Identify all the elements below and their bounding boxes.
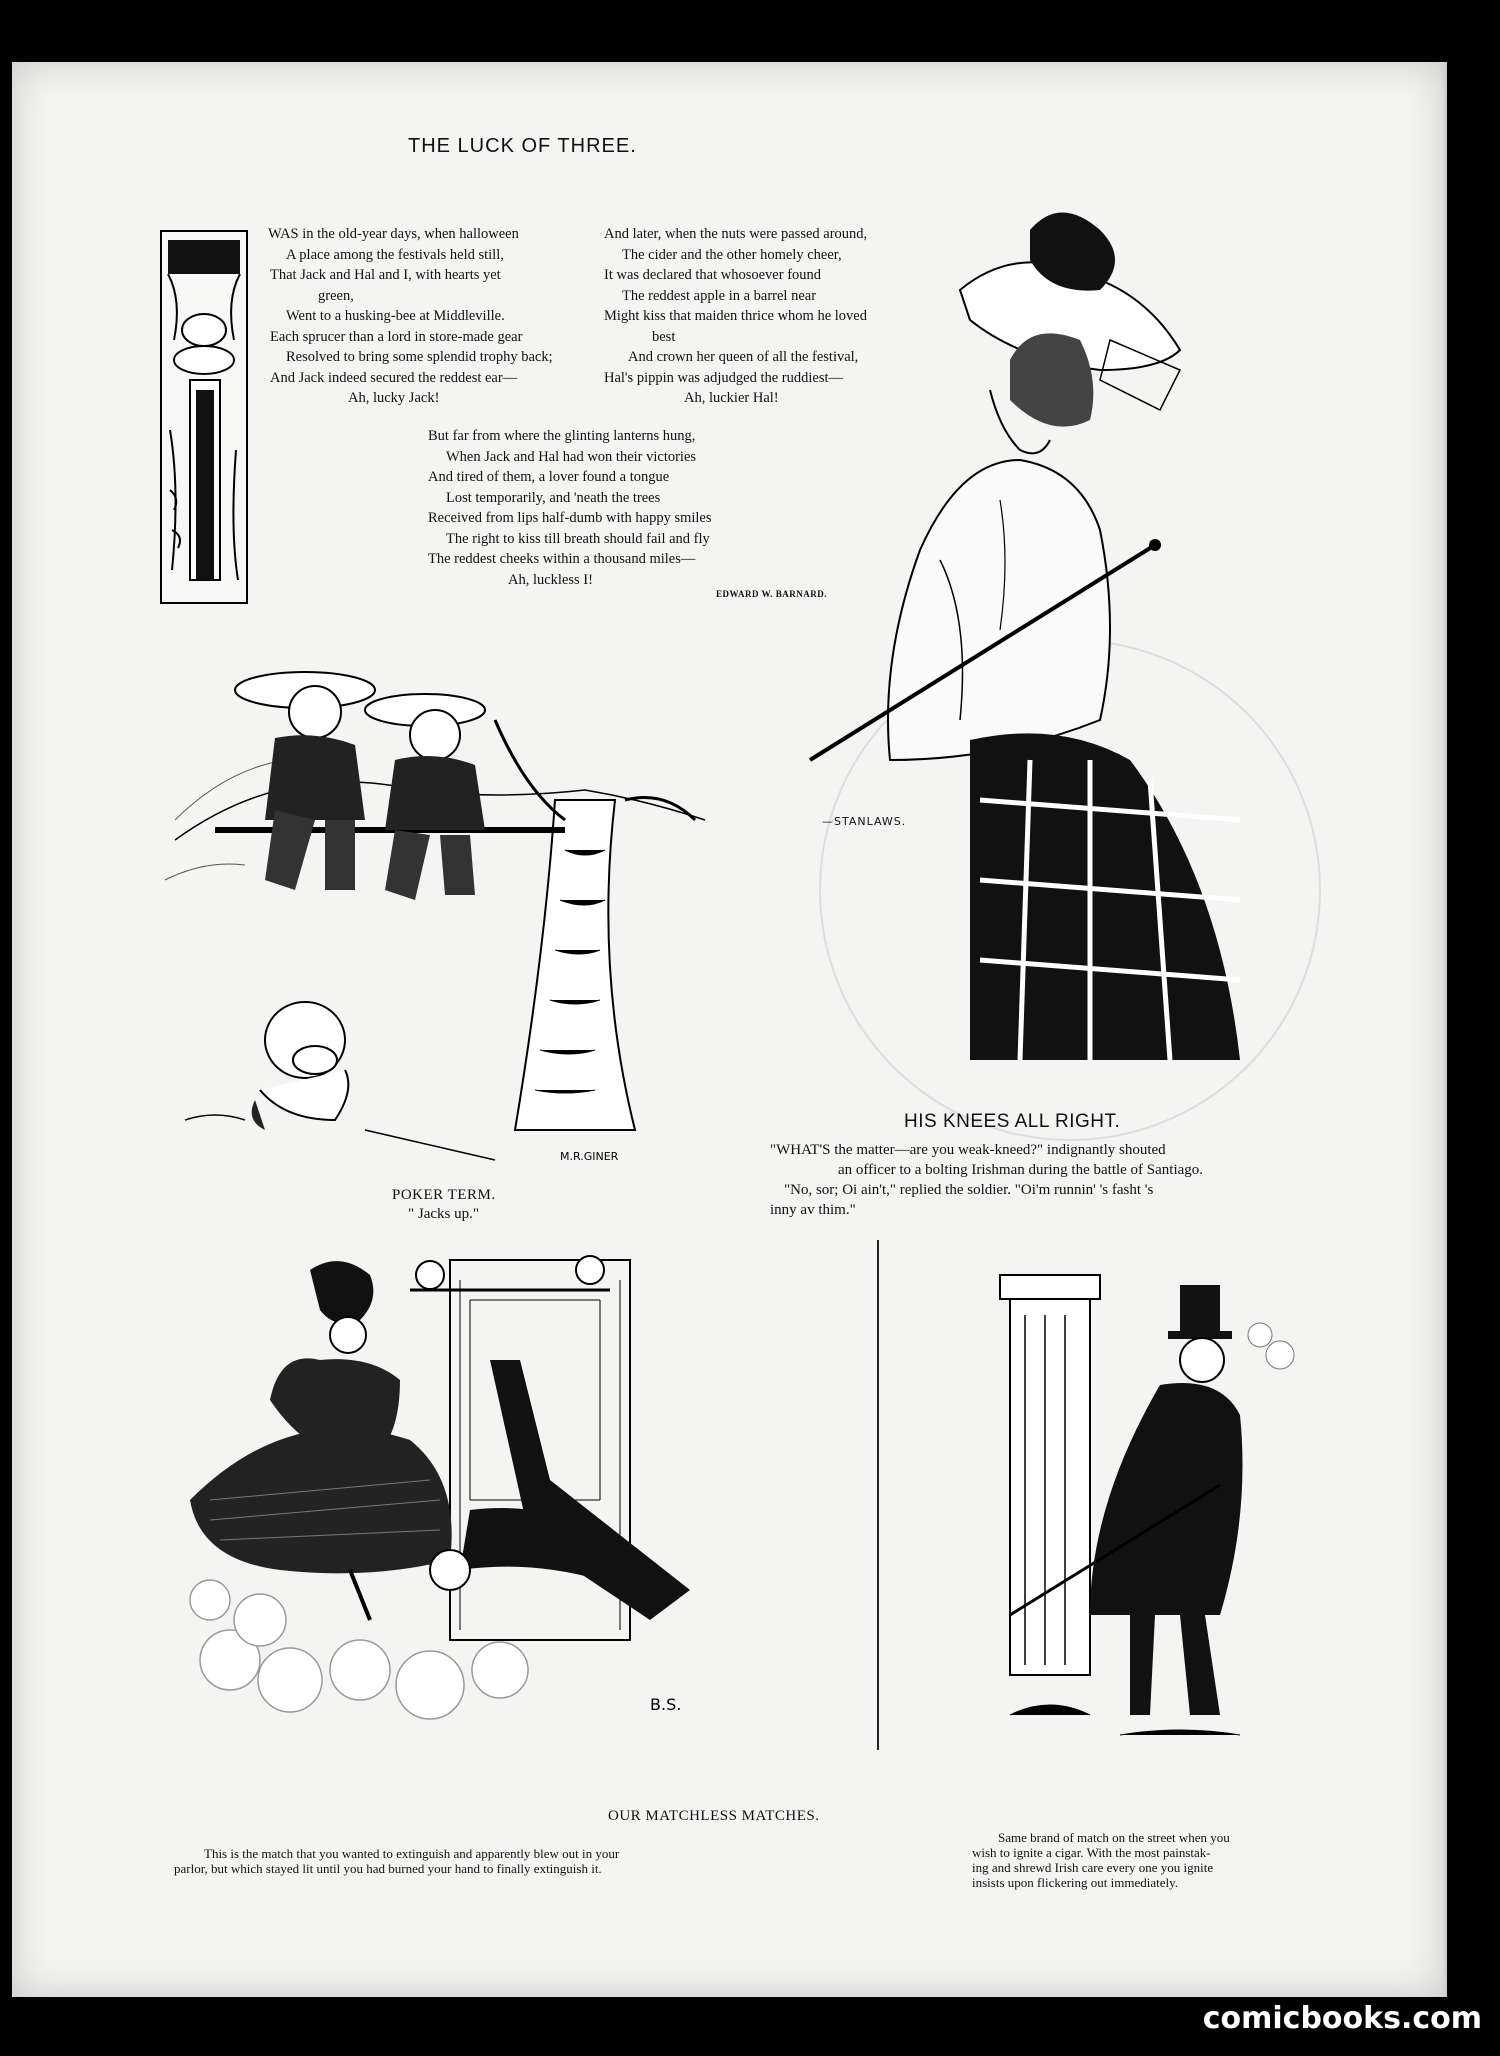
parlor-match-caption [174,1846,814,1876]
his-knees-line: an officer to a bolting Irishman during the battle of Santiago. [838,1162,1204,1178]
luck-of-three-title: THE LUCK OF THREE. [408,135,637,157]
poem-line: And Jack indeed secured the reddest ear— [270,369,518,386]
poem-line: The cider and the other homely cheer, [622,246,842,263]
poem-line: Hal's pippin was adjudged the ruddiest— [604,369,844,386]
poem-line: When Jack and Hal had won their victories [446,448,697,465]
caption-line: insists upon flickering out immediately. [972,1875,1179,1890]
caption-line: parlor, but which stayed lit until you had burned your hand to finally extinguish it. [174,1861,602,1876]
matchless-matches-title: OUR MATCHLESS MATCHES. [608,1808,820,1824]
his-knees-text [770,1140,1300,1220]
poem-line: The reddest cheeks within a thousand miles— [428,551,696,567]
artist-signature-stanlaws: —STANLAWS. [822,815,907,828]
poem-column-3 [428,426,712,590]
street-cigar-illustration [990,1255,1310,1755]
parlor-match-illustration [170,1240,790,1760]
poem-line: WAS in the old-year days, when halloween [268,226,519,242]
poem-line: green, [318,287,354,304]
poem-line: best [652,328,676,345]
poem-line: That Jack and Hal and I, with hearts yet [270,267,501,283]
poem-line: A place among the festivals held still, [286,246,504,263]
poem-line: Resolved to bring some splendid trophy back; [286,349,553,365]
poem-line: The reddest apple in a barrel near [622,287,817,304]
initial-letter-illustration [160,230,248,604]
svg-text:M.R.GINER: M.R.GINER [560,1150,619,1163]
column-divider [877,1240,879,1750]
poem-line: And tired of them, a lover found a tongue [428,469,670,485]
poem-line: Went to a husking-bee at Middleville. [286,308,505,324]
poem-line: Might kiss that maiden thrice whom he loved [604,308,867,324]
caption-line: This is the match that you wanted to extinguish and apparently blew out in your [204,1846,620,1861]
caption-line: wish to ignite a cigar. With the most painstak- [972,1845,1211,1860]
poem-line: Received from lips half-dumb with happy smiles [428,510,712,526]
street-match-caption [972,1830,1312,1890]
poem-line: Ah, luckier Hal! [684,390,779,406]
his-knees-line: "WHAT'S the matter—are you weak-kneed?" indignantly shouted [770,1142,1166,1158]
his-knees-line: inny av thim." [770,1202,856,1218]
his-knees-title: HIS KNEES ALL RIGHT. [904,1111,1121,1132]
poem-line: Lost temporarily, and 'neath the trees [446,489,661,506]
his-knees-line: "No, sor; Oi ain't," replied the soldier. "Oi'm runnin' 's fasht 's [784,1182,1154,1198]
poem-line: Ah, lucky Jack! [348,390,440,406]
poem-line: But far from where the glinting lanterns hung, [428,428,696,444]
byline: EDWARD W. BARNARD. [716,589,828,599]
poem-column-1 [268,224,553,409]
caption-line: ing and shrewd Irish care every one you ignite [972,1860,1214,1875]
poem-line: The right to kiss till breath should fail and fly [446,530,710,547]
poem-line: It was declared that whosoever found [604,267,822,283]
poem-line: Ah, luckless I! [508,571,593,588]
poem-line: And later, when the nuts were passed around, [604,226,868,242]
poker-term-caption: " Jacks up." [408,1206,479,1222]
boys-in-tree-illustration [165,650,705,1180]
watermark: comicbooks.com [1202,2001,1482,2036]
svg-text:B.S.: B.S. [650,1695,682,1714]
poker-term-title: POKER TERM. [392,1187,496,1203]
poem-line: Each sprucer than a lord in store-made gear [270,328,523,345]
poem-line: And crown her queen of all the festival, [628,349,859,365]
caption-line: Same brand of match on the street when you [998,1830,1230,1845]
lady-with-umbrella-illustration [800,200,1300,1080]
